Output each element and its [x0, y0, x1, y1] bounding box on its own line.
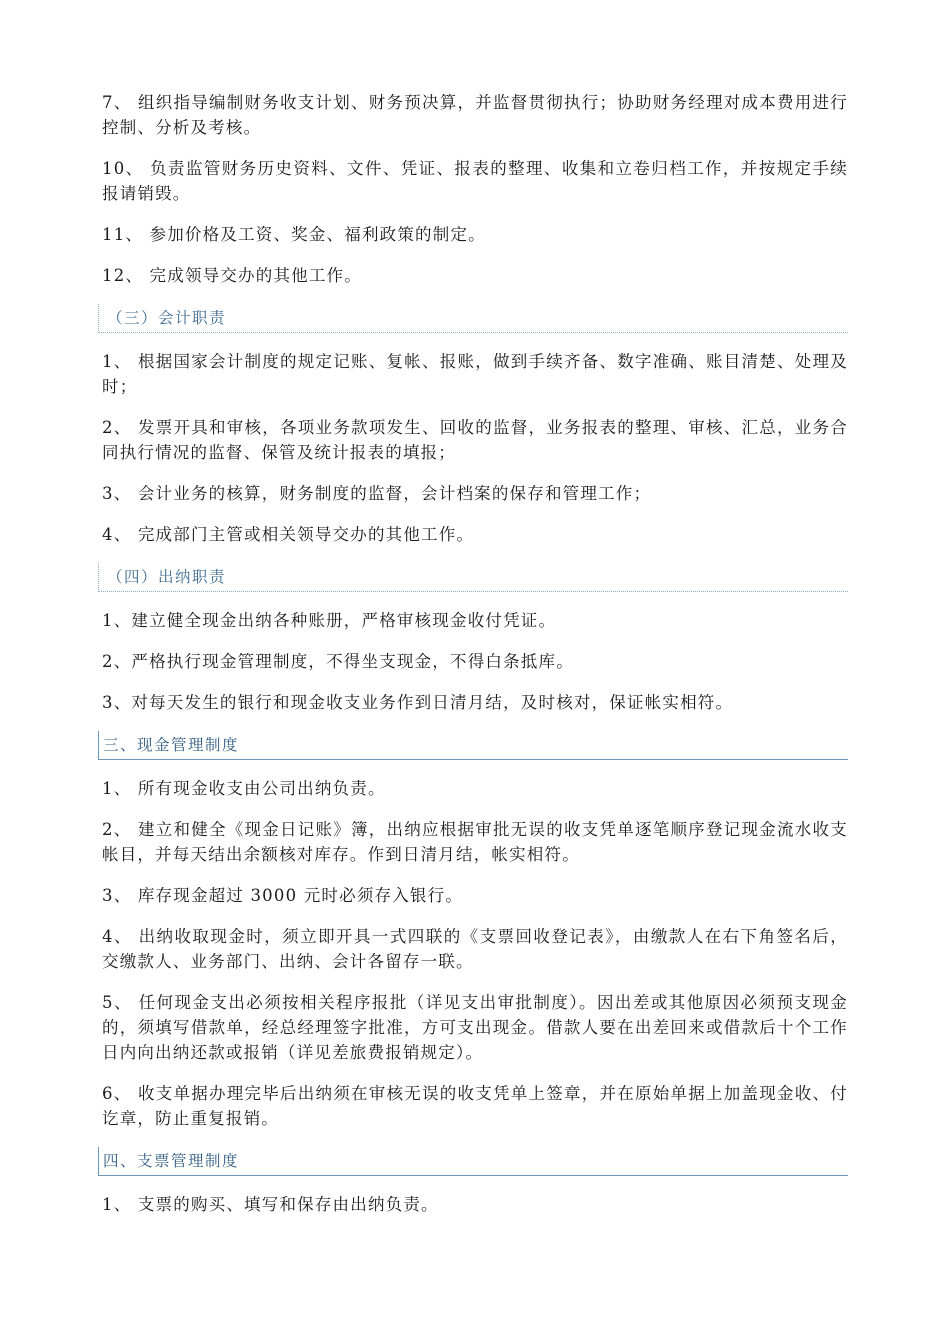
section-heading-cash-management: 三、现金管理制度	[98, 731, 848, 760]
cashier-item-3: 3、对每天发生的银行和现金收支业务作到日清月结，及时核对，保证帐实相符。	[102, 693, 734, 712]
accountant-item-1: 1、 根据国家会计制度的规定记账、复帐、报账，做到手续齐备、数字准确、账目清楚、处理及时；	[102, 352, 848, 396]
cash-item-5: 5、 任何现金支出必须按相关程序报批（详见支出审批制度）。因出差或其他原因必须预支现金的，须填写借款单，经总经理签字批准，方可支出现金。借款人要在出差回来或借款后十个工作日内向出纳还款或报销（详见差旅费报销规定）。	[102, 993, 848, 1062]
cash-item-2: 2、 建立和健全《现金日记账》簿，出纳应根据审批无误的收支凭单逐笔顺序登记现金流水收支帐目，并每天结出余额核对库存。作到日清月结，帐实相符。	[102, 820, 848, 864]
accountant-item-3: 3、 会计业务的核算，财务制度的监督，会计档案的保存和管理工作；	[102, 484, 652, 503]
cash-item-1: 1、 所有现金收支由公司出纳负责。	[102, 779, 386, 798]
cashier-item-1: 1、建立健全现金出纳各种账册，严格审核现金收付凭证。	[102, 611, 557, 630]
cheque-item-1: 1、 支票的购买、填写和保存由出纳负责。	[102, 1195, 439, 1214]
section-heading-cheque-management: 四、支票管理制度	[98, 1147, 848, 1176]
paragraph-item-12: 12、 完成领导交办的其他工作。	[102, 266, 362, 285]
cash-item-6: 6、 收支单据办理完毕后出纳须在审核无误的收支凭单上签章，并在原始单据上加盖现金收、付讫章，防止重复报销。	[102, 1084, 848, 1128]
section-heading-cashier: （四）出纳职责	[98, 563, 848, 592]
cashier-item-2: 2、严格执行现金管理制度，不得坐支现金，不得白条抵库。	[102, 652, 574, 671]
cash-item-3: 3、 库存现金超过 3000 元时必须存入银行。	[102, 886, 464, 905]
paragraph-item-7: 7、 组织指导编制财务收支计划、财务预决算，并监督贯彻执行；协助财务经理对成本费用进行控制、分析及考核。	[102, 93, 848, 137]
document-body	[102, 90, 848, 1233]
cash-item-4: 4、 出纳收取现金时，须立即开具一式四联的《支票回收登记表》，由缴款人在右下角签名后，交缴款人、业务部门、出纳、会计各留存一联。	[102, 927, 848, 971]
paragraph-item-10: 10、 负责监管财务历史资料、文件、凭证、报表的整理、收集和立卷归档工作，并按规定手续报请销毁。	[102, 159, 848, 203]
accountant-item-4: 4、 完成部门主管或相关领导交办的其他工作。	[102, 525, 475, 544]
paragraph-item-11: 11、 参加价格及工资、奖金、福利政策的制定。	[102, 225, 486, 244]
section-heading-accountant: （三）会计职责	[98, 304, 848, 333]
accountant-item-2: 2、 发票开具和审核，各项业务款项发生、回收的监督，业务报表的整理、审核、汇总，业务合同执行情况的监督、保管及统计报表的填报；	[102, 418, 848, 462]
